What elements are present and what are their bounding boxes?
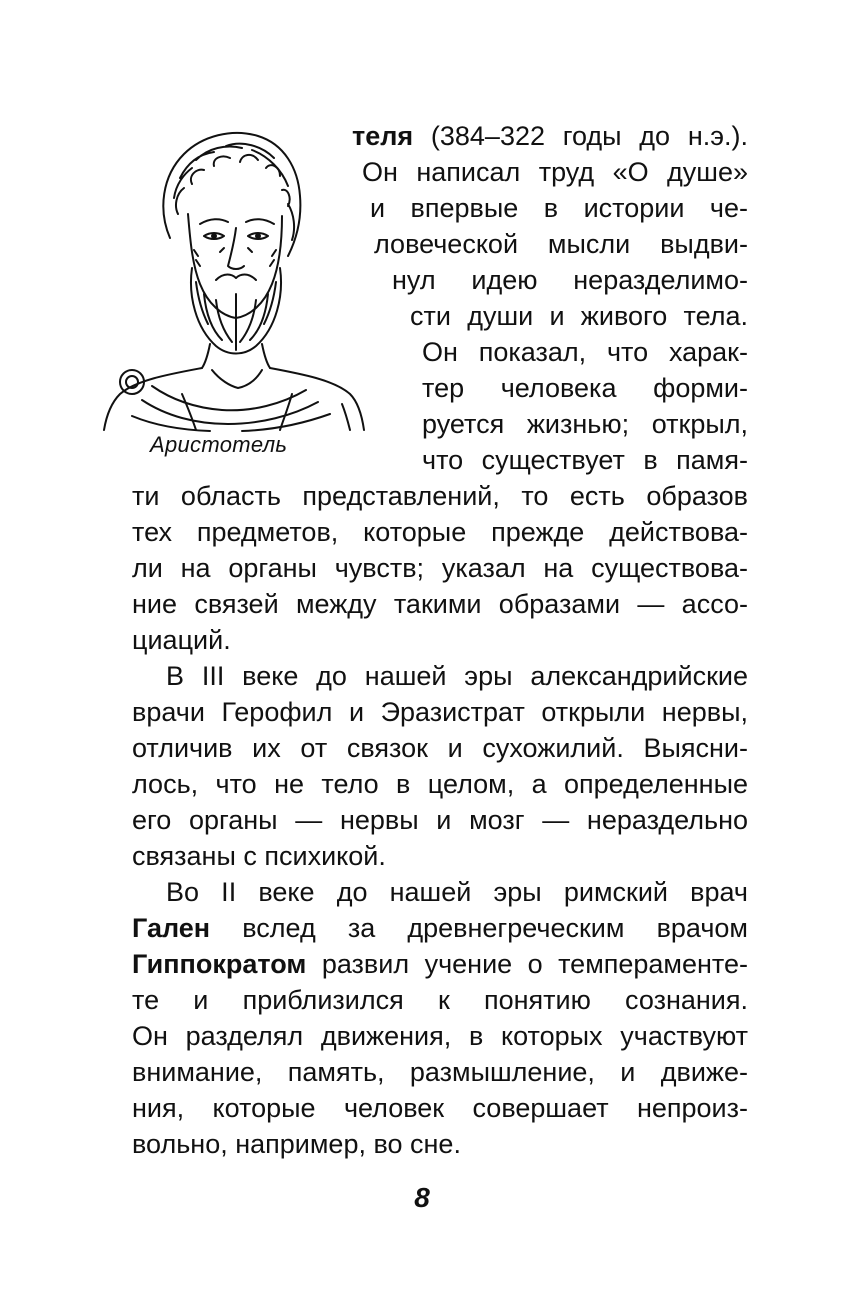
text-line: ловеческой мысли выдви- [374, 229, 748, 259]
text-line: Во II веке до нашей эры римский врач [166, 877, 748, 907]
page-number: 8 [414, 1182, 430, 1213]
text-line: нул идею неразделимо- [392, 265, 748, 295]
text-span: (384–322 годы до н.э.). [413, 121, 748, 151]
text-line: его органы — нервы и мозг — нераздельно [132, 805, 748, 835]
figure-caption: Аристотель [150, 432, 288, 457]
bold-term: Гален [132, 913, 211, 943]
text-line: Он разделял движения, в которых участвуют [132, 1021, 748, 1051]
aristotle-bust-icon [92, 118, 372, 433]
text-line [132, 946, 748, 982]
text-line: вольно, например, во сне. [132, 1129, 461, 1159]
text-line: сти души и живого тела. [410, 301, 748, 331]
text-span: вслед за древнегреческим врачом [210, 913, 748, 943]
text-line: ние связей между такими образами — ассо- [132, 589, 748, 619]
bold-term: Гиппократом [132, 949, 307, 979]
text-line [132, 910, 748, 946]
text-line: те и приблизился к понятию сознания. [132, 985, 748, 1015]
text-line: отличив их от связок и сухожилий. Выясни- [132, 733, 748, 763]
bold-term: теля [352, 121, 414, 151]
text-line: тер человека форми- [422, 373, 748, 403]
text-line [352, 118, 748, 154]
aristotle-illustration [92, 118, 372, 433]
text-line: что существует в памя- [422, 445, 748, 475]
text-line: циаций. [132, 625, 231, 655]
text-line: руется жизнью; открыл, [422, 409, 748, 439]
text-line: ти область представлений, то есть образов [132, 481, 748, 511]
text-line: врачи Герофил и Эразистрат открыли нервы, [132, 697, 748, 727]
text-line: ли на органы чувств; указал на существова- [132, 553, 748, 583]
text-line: тех предметов, которые прежде действова- [132, 517, 748, 547]
text-line: и впервые в истории че- [370, 193, 748, 223]
text-span: развил учение о темпераменте- [306, 949, 748, 979]
text-line: В III веке до нашей эры александрийские [166, 661, 748, 691]
text-line: связаны с психикой. [132, 841, 386, 871]
text-line: Он написал труд «О душе» [362, 157, 748, 187]
text-line: внимание, память, размышление, и движе- [132, 1057, 748, 1087]
text-line: ния, которые человек совершает непроиз- [132, 1093, 748, 1123]
text-line: Он показал, что харак- [422, 337, 748, 367]
text-line: лось, что не тело в целом, а определенные [132, 769, 748, 799]
